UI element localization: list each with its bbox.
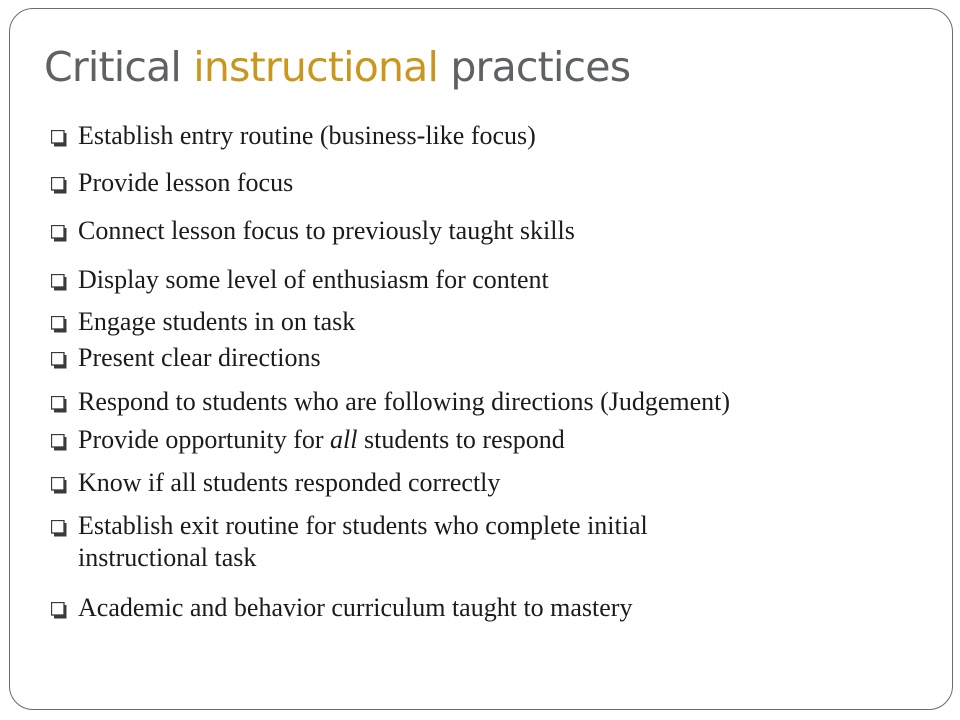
bullet-item — [50, 120, 940, 152]
title-part-1: Critical — [44, 43, 194, 91]
checkbox-square-icon — [51, 316, 68, 333]
bullet-text: Present clear directions — [78, 343, 321, 372]
checkbox-square-icon — [51, 177, 68, 194]
bullet-item — [50, 467, 940, 499]
bullet-text-italic: all — [330, 425, 358, 454]
bullet-text: Provide lesson focus — [78, 168, 294, 197]
bullet-text: Engage students in on task — [78, 307, 356, 336]
checkbox-square-icon — [51, 225, 68, 242]
checkbox-square-icon — [51, 477, 68, 494]
bullet-item — [50, 510, 940, 574]
checkbox-square-icon — [51, 434, 68, 451]
bullet-text: Connect lesson focus to previously taught skills — [78, 216, 575, 245]
bullet-text-line-1: Establish exit routine for students who complete initial — [78, 511, 648, 540]
bullet-item — [50, 306, 940, 338]
bullet-text: Know if all students responded correctly — [78, 468, 501, 497]
bullet-text — [78, 425, 565, 454]
bullet-item — [50, 592, 940, 624]
bullet-text: Display some level of enthusiasm for content — [78, 265, 549, 294]
checkbox-square-icon — [51, 274, 68, 291]
bullet-text: Academic and behavior curriculum taught to mastery — [78, 593, 633, 622]
slide-title — [44, 43, 631, 91]
bullet-text: Respond to students who are following directions (Judgement) — [78, 387, 731, 416]
bullet-text: Establish entry routine (business-like focus) — [78, 121, 536, 150]
bullet-text-line-2: instructional task — [78, 543, 257, 572]
checkbox-square-icon — [51, 520, 68, 537]
bullet-item — [50, 264, 940, 296]
bullet-item — [50, 424, 940, 456]
checkbox-square-icon — [51, 602, 68, 619]
title-part-2: practices — [438, 43, 631, 91]
bullet-text-before: Provide opportunity for — [78, 425, 331, 454]
checkbox-square-icon — [51, 396, 68, 413]
checkbox-square-icon — [51, 352, 68, 369]
bullet-item — [50, 342, 940, 374]
bullet-text — [78, 511, 648, 572]
bullet-text-after: students to respond — [357, 425, 565, 454]
bullet-item — [50, 167, 940, 199]
bullet-item — [50, 215, 940, 247]
bullet-item — [50, 386, 940, 418]
checkbox-square-icon — [51, 130, 68, 147]
title-accent-word: instructional — [193, 43, 439, 91]
